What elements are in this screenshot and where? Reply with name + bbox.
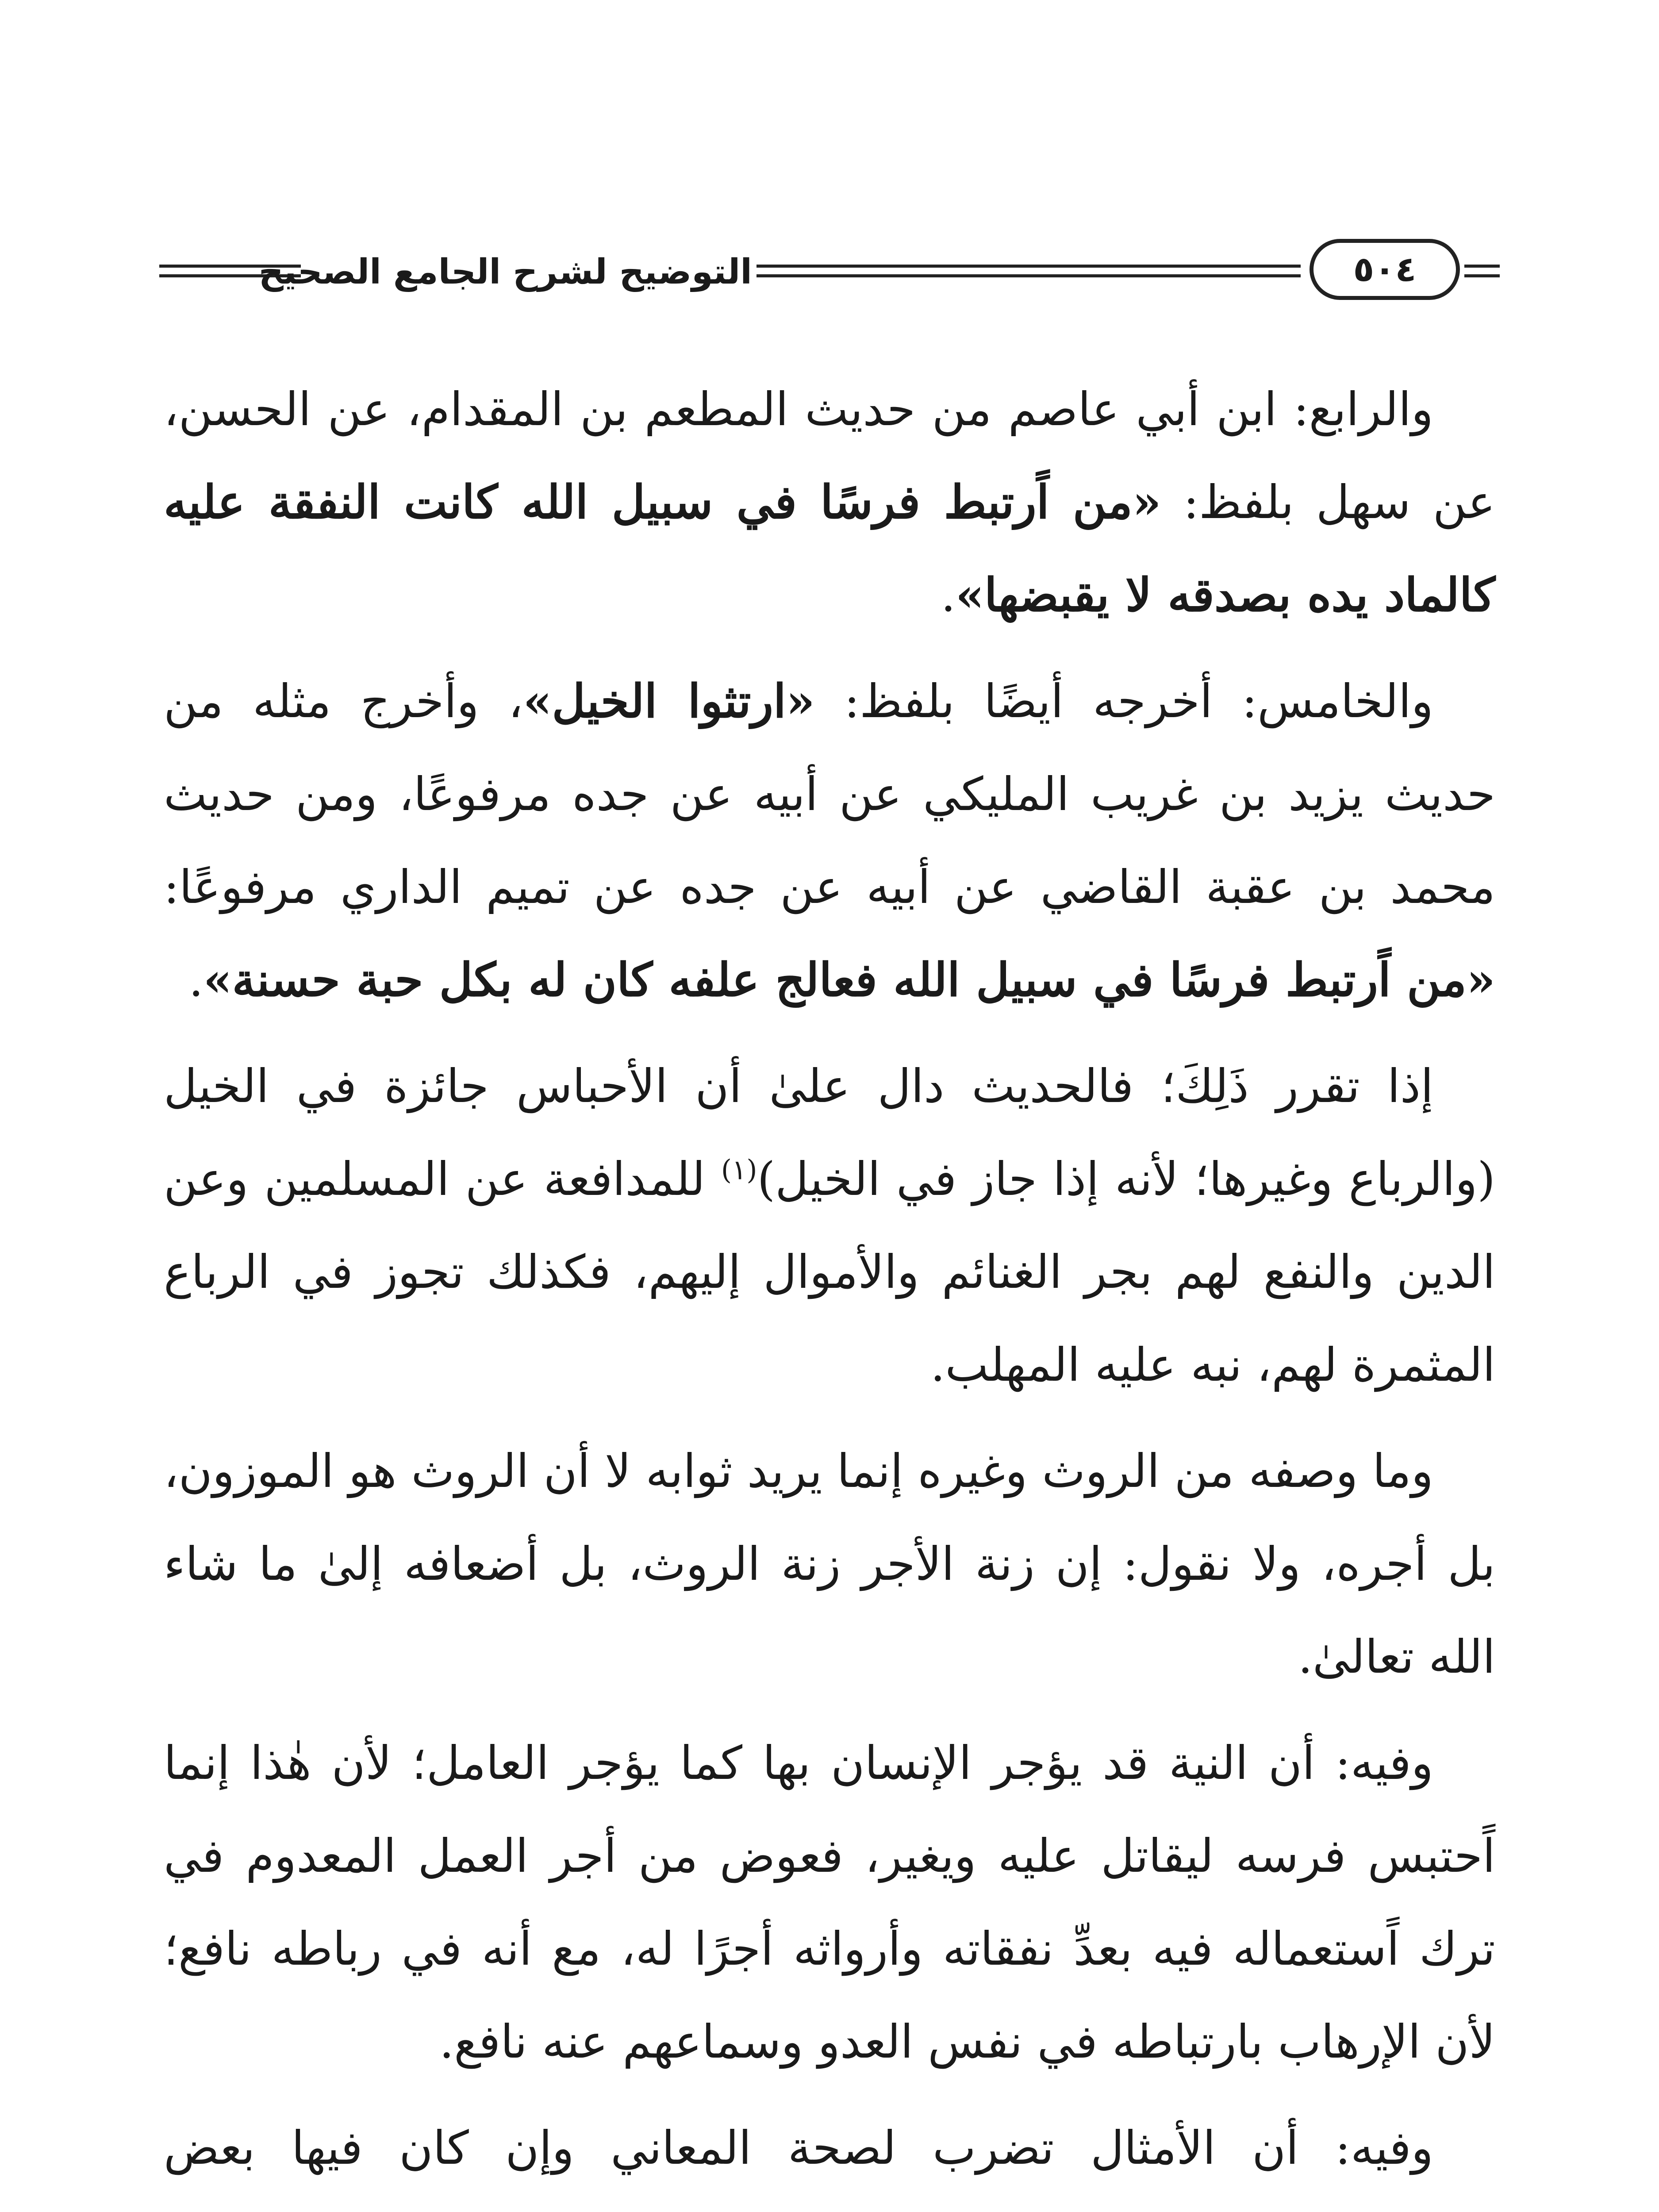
page-body — [164, 363, 1495, 2212]
paragraph — [164, 1040, 1495, 1411]
page-number: ٥٠٤ — [1310, 239, 1460, 300]
header-rule-right-bottom — [1464, 274, 1500, 277]
page-header — [159, 239, 1500, 305]
header-rule-middle-bottom — [757, 274, 1301, 277]
hadith-quote: «من اًرتبط فرسًا في سبيل الله فعالج علفه كان له بكل حبة حسنة» — [203, 952, 1495, 1007]
text-segment: . — [941, 568, 956, 622]
paragraph — [164, 1425, 1495, 1703]
running-title: التوضيح لشرح الجامع الصحيح — [258, 252, 752, 292]
header-rule-right-top — [1464, 265, 1500, 268]
text-segment: وفيه: أن الأمثال تضرب لصحة المعاني وإن كان فيها بعض — [164, 2121, 1433, 2175]
paragraph — [164, 655, 1495, 1026]
text-segment: وما وصفه من الروث وغيره إنما يريد ثوابه لا أن الروث هو الموزون، بل أجره، ولا نقول: إن زنة الأجر زنة الروث، بل أضعافه إلىٰ ما شاء الله تعالىٰ. — [164, 1444, 1495, 1684]
paragraph — [164, 1717, 1495, 2088]
footnote-ref: (١) — [721, 1153, 757, 1186]
header-rule-middle-top — [757, 265, 1301, 268]
hadith-quote: «من اًرتبط فرسًا في سبيل الله كانت النفقة عليه كالماد يده بصدقه لا يقبضها» — [164, 475, 1495, 622]
text-segment: والخامس: أخرجه أيضًا بلفظ: — [814, 674, 1433, 728]
hadith-quote: «ارتثوا الخيل» — [523, 674, 815, 728]
text-segment: وفيه: أن النية قد يؤجر الإنسان بها كما يؤجر العامل؛ لأن هٰذا إنما اًحتبس فرسه ليقاتل عليه ويغير، فعوض من أجر العمل المعدوم في ترك اًستعماله فيه بعدِّ نفقاته وأرواثه أجرًا له، مع أنه في رباطه نافع؛ لأن الإرهاب بارتباطه في نفس العدو وسماعهم عنه نافع. — [164, 1736, 1495, 2069]
paragraph — [164, 363, 1495, 641]
paragraph — [164, 2101, 1495, 2212]
text-segment: . — [188, 953, 204, 1007]
text-segment: والرابع: ابن أبي عاصم من حديث المطعم بن المقدام، عن الحسن، عن سهل بلفظ: — [164, 382, 1495, 529]
text-segment: للمدافعة عن المسلمين وعن الدين والنفع لهم بجر الغنائم والأموال إليهم، فكذلك تجوز في الرباع المثمرة لهم، نبه عليه المهلب. — [164, 1152, 1495, 1392]
text-segment: إذا تقرر ذَلِكَ؛ فالحديث دال علىٰ أن الأحباس جائزة في الخيل (والرباع وغيرها؛ لأنه إذا جاز في الخيل) — [164, 1059, 1495, 1206]
text-segment: ، وأخرج مثله من حديث يزيد بن غريب المليكي عن أبيه عن جده مرفوعًا، ومن حديث محمد بن عقبة القاضي عن أبيه عن جده عن تميم الداري مرفوعًا: — [164, 674, 1495, 914]
